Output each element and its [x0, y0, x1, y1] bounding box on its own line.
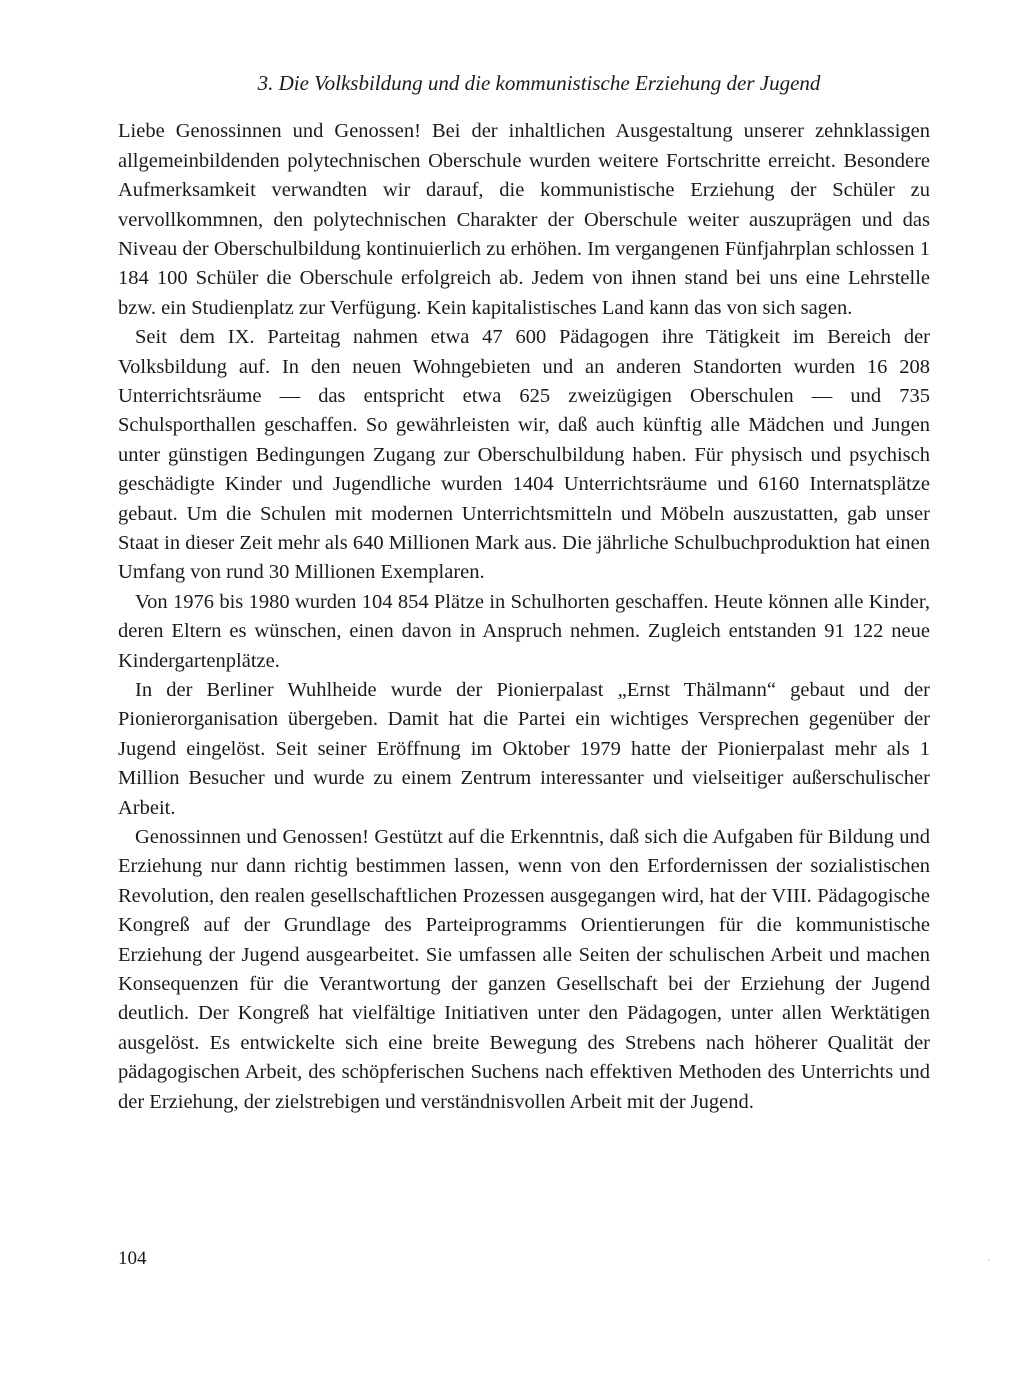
paragraph-2: Seit dem IX. Parteitag nahmen etwa 47 600 Pädagogen ihre Tätigkeit im Bereich der Volksbildung auf. In den neuen Wohngebieten und an anderen Standorten wurden 16 208 Unterrichtsräume — das entspricht etwa 625 zweizügigen Oberschulen — und 735 Schulsporthallen geschaffen. So gewährleisten wir, daß auch künftig alle Mädchen und Jungen unter günstigen Bedingungen Zugang zur Oberschulbildung haben. Für physisch und psychisch geschädigte Kinder und Jugendliche wurden 1404 Unterrichtsräume und 6160 Internatsplätze gebaut. Um die Schulen mit modernen Unterrichtsmitteln und Möbeln auszustatten, gab unser Staat in dieser Zeit mehr als 640 Millionen Mark aus. Die jährliche Schulbuchproduktion hat einen Umfang von rund 30 Millionen Exemplaren.	[118, 326, 930, 584]
page-body	[118, 70, 930, 1117]
paragraph-5: Genossinnen und Genossen! Gestützt auf die Erkenntnis, daß sich die Aufgaben für Bildung und Erziehung nur dann richtig bestimmen lassen, wenn von den Erfordernissen der sozialistischen Revolution, den realen gesellschaftlichen Prozessen ausgegangen wird, hat der VIII. Pädagogische Kongreß auf der Grundlage des Parteiprogramms Orientierungen für die kommunistische Erziehung der Jugend ausgearbeitet. Sie umfassen alle Seiten der schulischen Arbeit und machen Konsequenzen für die Verantwortung der ganzen Gesellschaft bei der Erziehung der Jugend deutlich. Der Kongreß hat vielfältige Initiativen unter den Pädagogen, unter allen Werktätigen ausgelöst. Es entwickelte sich eine breite Bewegung des Strebens nach höherer Qualität der pädagogischen Arbeit, des schöpferischen Suchens nach effektiven Methoden des Unterrichts und der Erziehung, der zielstrebigen und verständnisvollen Arbeit mit der Jugend.	[118, 826, 930, 1113]
paragraph-4: In der Berliner Wuhlheide wurde der Pionierpalast „Ernst Thälmann“ gebaut und der Pionierorganisation übergeben. Damit hat die Partei ein wichtiges Versprechen gegenüber der Jugend eingelöst. Seit seiner Eröffnung im Oktober 1979 hatte der Pionierpalast mehr als 1 Million Besucher und wurde zu einem Zentrum interessanter und vielseitiger außerschulischer Arbeit.	[118, 679, 930, 819]
paragraph-3: Von 1976 bis 1980 wurden 104 854 Plätze in Schulhorten geschaffen. Heute können alle Kinder, deren Eltern es wünschen, einen davon in Anspruch nehmen. Zugleich entstanden 91 122 neue Kindergartenplätze.	[118, 590, 930, 672]
section-heading: 3. Die Volksbildung und die kommunistische Erziehung der Jugend	[257, 71, 821, 95]
paragraph-1: Liebe Genossinnen und Genossen! Bei der inhaltlichen Ausgestaltung unserer zehnklassigen allgemeinbildenden polytechnischen Oberschule wurden weitere Fortschritte erreicht. Besondere Aufmerksamkeit verwandten wir darauf, die kommunistische Erziehung der Schüler zu vervollkommnen, den polytechnischen Charakter der Oberschule weiter auszuprägen und das Niveau der Oberschulbildung kontinuierlich zu erhöhen. Im vergangenen Fünfjahrplan schlossen 1 184 100 Schüler die Oberschule erfolgreich ab. Jedem von ihnen stand bei uns eine Lehrstelle bzw. ein Studienplatz zur Verfügung. Kein kapitalistisches Land kann das von sich sagen.	[118, 120, 930, 319]
page-number: 104	[118, 1248, 147, 1269]
scan-speck: ·	[987, 1255, 990, 1265]
